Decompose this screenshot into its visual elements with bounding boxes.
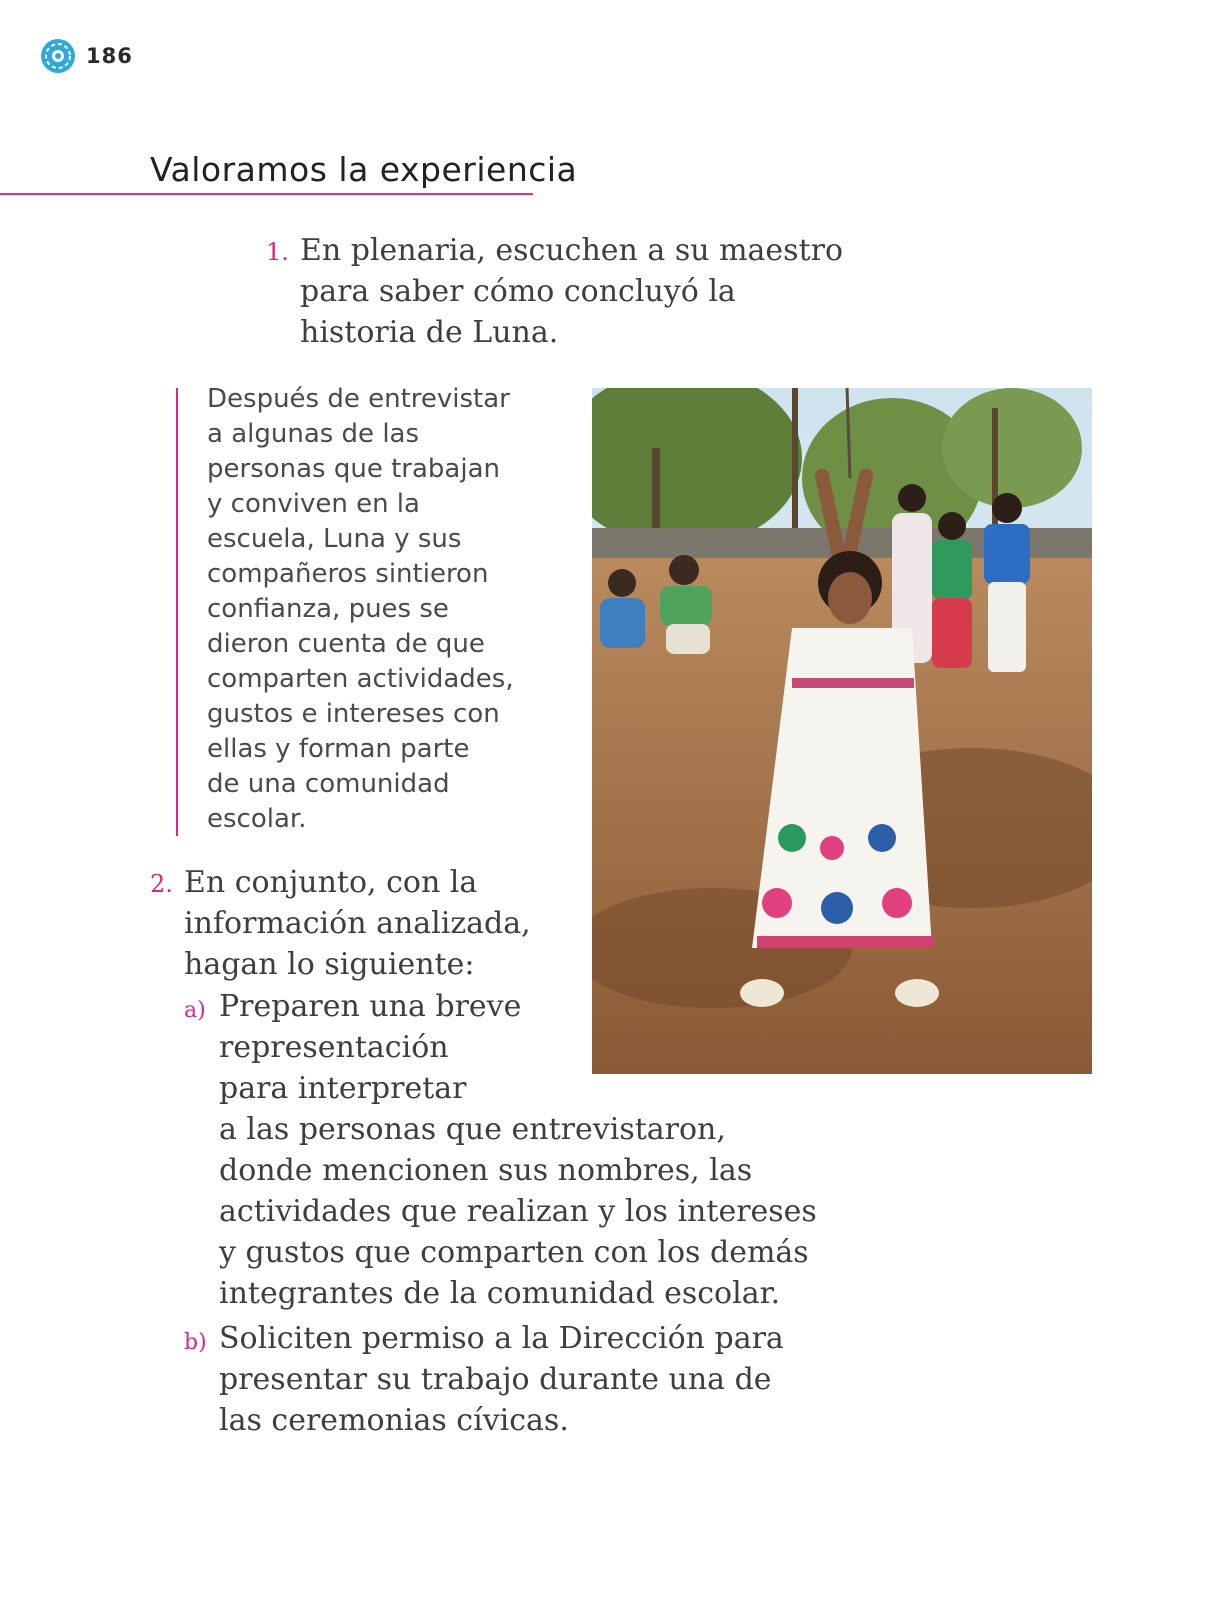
callout-line: ellas y forman parte [207, 734, 470, 764]
item-number: 1. [266, 238, 289, 266]
text-line: representación [219, 1030, 449, 1065]
text-line: actividades que realizan y los intereses [219, 1194, 817, 1229]
callout-line: Después de entrevistar [207, 384, 510, 414]
text-line: En plenaria, escuchen a su maestro [300, 233, 844, 268]
text-line: presentar su trabajo durante una de [219, 1362, 772, 1397]
text-line: historia de Luna. [300, 315, 559, 350]
item-number: 2. [150, 870, 173, 898]
subitem-letter: b) [184, 1330, 207, 1355]
callout-line: personas que trabajan [207, 454, 500, 484]
flower-badge-icon [40, 38, 76, 74]
callout-line: gustos e intereses con [207, 699, 500, 729]
text-line: donde mencionen sus nombres, las [219, 1153, 753, 1188]
text-line: En conjunto, con la [184, 865, 478, 900]
text-line: hagan lo siguiente: [184, 947, 475, 982]
page-header [40, 38, 133, 74]
text-line: información analizada, [184, 906, 531, 941]
activity-item-2 [150, 862, 850, 985]
callout-bar [176, 388, 178, 836]
callout-line: confianza, pues se [207, 594, 449, 624]
callout-line: a algunas de las [207, 419, 420, 449]
subitem-letter: a) [184, 998, 206, 1023]
callout-line: compañeros sintieron [207, 559, 489, 589]
callout-line: de una comunidad [207, 769, 450, 799]
callout-line: escuela, Luna y sus [207, 524, 462, 554]
item-text [184, 862, 850, 985]
text-line: integrantes de la comunidad escolar. [219, 1276, 781, 1311]
subitem-text [219, 1318, 844, 1441]
item-text [300, 230, 866, 353]
text-line: a las personas que entrevistaron, [219, 1112, 726, 1147]
text-line: Soliciten permiso a la Dirección para [219, 1321, 784, 1356]
callout-line: escolar. [207, 804, 307, 834]
subitem-a [184, 986, 844, 1314]
text-line: para saber cómo concluyó la [300, 274, 736, 309]
callout-line: comparten actividades, [207, 664, 514, 694]
subitem-b [184, 1318, 844, 1441]
callout-line: dieron cuenta de que [207, 629, 485, 659]
section-title: Valoramos la experiencia [150, 150, 578, 189]
text-line: Preparen una breve [219, 989, 522, 1024]
callout-line: y conviven en la [207, 489, 420, 519]
subitem-text [219, 986, 844, 1314]
title-underline [0, 193, 533, 195]
activity-item-1 [266, 230, 866, 353]
text-line: y gustos que comparten con los demás [219, 1235, 809, 1270]
page-number: 186 [86, 44, 133, 68]
text-line: las ceremonias cívicas. [219, 1403, 569, 1438]
text-line: para interpretar [219, 1071, 467, 1106]
callout-text [207, 382, 537, 837]
